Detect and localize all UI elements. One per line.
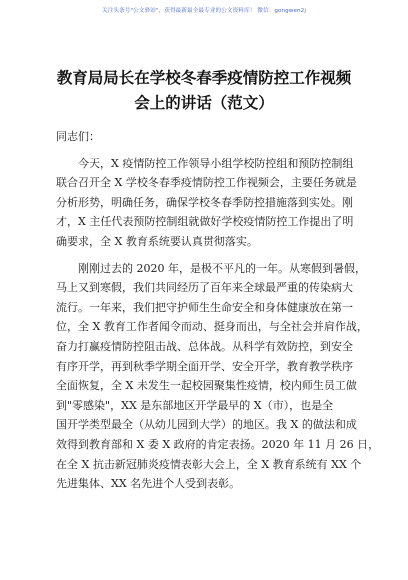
- title-line-1: 教育局局长在学校冬春季疫情防控工作视频: [56, 69, 352, 87]
- paragraph-line: 在全 X 抗击新冠肺炎疫情表彰大会上，全 X 教育系统有 XX 个: [56, 457, 362, 471]
- paragraph-line: 刚刚过去的 2020 年，是极不平凡的一年。从寒假到暑假，: [78, 261, 366, 275]
- paragraph-line: 有序开学，再到秋季学期全面开学、安全开学，教育教学秩序: [56, 359, 353, 373]
- paragraph-line: 全面恢复，全 X 未发生一起校园聚集性疫情，校内师生员工做: [56, 379, 357, 393]
- document-body: [56, 127, 380, 494]
- paragraph-line: 分析形势，明确任务，确保学校冬春季防控措施落到实处。刚: [56, 195, 353, 209]
- paragraph-line: 联合召开全 X 学校冬春季疫情防控工作视频会，主要任务就是: [56, 176, 357, 190]
- paragraph-line: 效得到教育部和 X 委 X 政府的肯定表扬。2020 年 11 月 26 日，: [56, 437, 380, 451]
- promo-banner: 关注头条号"公文驿站"，获得最新最全最专业的公文资料库！ 微信：gongwen2j: [102, 8, 306, 14]
- paragraph-line: 今天，X 疫情防控工作领导小组学校防控组和预防控制组: [78, 156, 354, 170]
- greeting: 同志们：: [56, 130, 100, 143]
- paragraph-line: 才，X 主任代表预防控制组就做好学校疫情防控工作提出了明: [56, 215, 354, 229]
- paragraph-line: 到"零感染"，XX 是东部地区开学最早的 X（市），也是全: [56, 398, 334, 412]
- paragraph-line: 国开学类型最全（从幼儿园到大学）的地区。我 X 的做法和成: [56, 418, 357, 432]
- paragraph-line: 马上又到寒假，我们共同经历了百年来全球最严重的传染病大: [56, 281, 353, 295]
- paragraph-2: [56, 259, 380, 494]
- title-line-2: 会上的讲话（范文）: [134, 94, 274, 112]
- paragraph-line: 流行。一年来，我们把守护师生生命安全和身体健康放在第一: [56, 300, 353, 314]
- paragraph-1: [56, 154, 362, 252]
- paragraph-line: 位，全 X 教育工作者闻令而动、挺身而出，与全社会并肩作战，: [56, 320, 368, 334]
- paragraph-line: 奋力打赢疫情防控阻击战、总体战。从科学有效防控，到安全: [56, 339, 353, 353]
- document-title: [40, 66, 368, 116]
- paragraph-line: 确要求，全 X 教育系统要认真贯彻落实。: [56, 234, 258, 248]
- paragraph-line: 先进集体、XX 名先进个人受到表彰。: [56, 477, 241, 491]
